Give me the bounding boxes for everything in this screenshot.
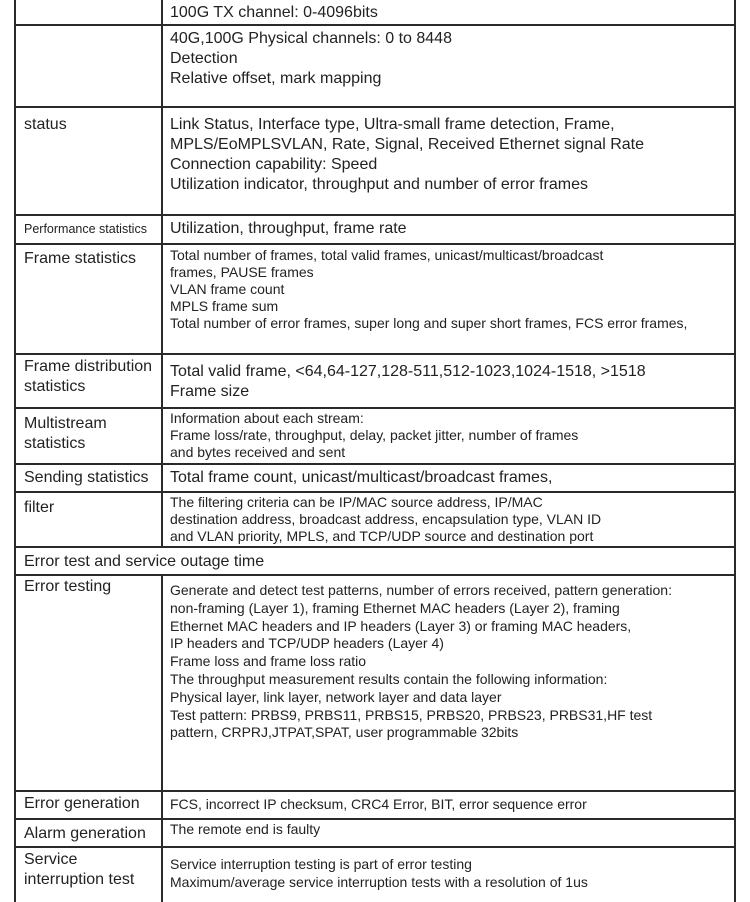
label-line: statistics	[24, 435, 86, 452]
value-line: non-framing (Layer 1), framing Ethernet MAC headers (Layer 2), framing	[170, 599, 620, 616]
label-line: interruption test	[24, 871, 135, 888]
row-label: Frame statistics	[24, 250, 137, 267]
row-label	[24, 357, 152, 397]
value-line: FCS, incorrect IP checksum, CRC4 Error, BIT, error sequence error	[170, 796, 587, 812]
value-line: MPLS/EoMPLSVLAN, Rate, Signal, Received Ethernet signal Rate	[170, 136, 645, 153]
label-line: Multistream	[24, 415, 107, 432]
row-label: Sending statistics	[24, 469, 149, 486]
value-line: Frame loss and frame loss ratio	[170, 653, 367, 670]
value-line: Frame loss/rate, throughput, delay, packet jitter, number of frames	[170, 427, 579, 443]
value-line: Total number of frames, total valid frames, unicast/multicast/broadcast	[170, 247, 604, 263]
row-label: filter	[24, 499, 55, 516]
row-divider	[14, 546, 736, 548]
column-divider	[161, 0, 163, 548]
row-label	[24, 414, 107, 454]
value-line: The filtering criteria can be IP/MAC source address, IP/MAC	[170, 494, 543, 510]
value-line: Total frame count, unicast/multicast/broadcast frames,	[170, 469, 553, 486]
row-label: status	[24, 116, 67, 133]
row-divider	[14, 353, 736, 355]
row-value	[170, 855, 588, 891]
value-line: Information about each stream:	[170, 410, 364, 426]
row-divider	[14, 407, 736, 409]
value-line: 100G TX channel: 0-4096bits	[170, 4, 378, 21]
row-divider	[14, 790, 736, 792]
row-divider	[14, 463, 736, 465]
row-value	[170, 219, 407, 239]
value-line: destination address, broadcast address, encapsulation type, VLAN ID	[170, 511, 602, 527]
row-value	[170, 821, 320, 838]
value-line: and VLAN priority, MPLS, and TCP/UDP source and destination port	[170, 528, 594, 544]
row-divider	[14, 818, 736, 820]
row-value	[170, 582, 672, 742]
row-value	[170, 247, 687, 332]
row-divider	[14, 846, 736, 848]
value-line: Utilization, throughput, frame rate	[170, 220, 407, 237]
value-line: Link Status, Interface type, Ultra-small frame detection, Frame,	[170, 116, 615, 133]
value-line: Total number of error frames, super long and super short frames, FCS error frames,	[170, 315, 688, 331]
row-label: Error generation	[24, 795, 140, 812]
row-value	[170, 494, 601, 545]
row-label: Alarm generation	[24, 825, 146, 842]
row-value	[170, 362, 646, 402]
value-line: 40G,100G Physical channels: 0 to 8448	[170, 30, 452, 47]
label-line: Frame distribution	[24, 358, 153, 375]
value-line: frames, PAUSE frames	[170, 264, 314, 280]
value-line: Physical layer, link layer, network layer and data layer	[170, 688, 502, 705]
value-line: MPLS frame sum	[170, 298, 279, 314]
row-value	[170, 468, 552, 488]
row-divider	[14, 214, 736, 216]
row-divider	[14, 243, 736, 245]
label-line: Service	[24, 851, 78, 868]
row-label	[24, 850, 134, 890]
row-value	[170, 3, 378, 23]
column-divider	[161, 574, 163, 902]
value-line: Service interruption testing is part of error testing	[170, 856, 472, 872]
value-line: Generate and detect test patterns, number of errors received, pattern generation:	[170, 582, 672, 598]
row-value	[170, 29, 452, 89]
label-line: statistics	[24, 378, 86, 395]
value-line: Test pattern: PRBS9, PRBS11, PRBS15, PRBS20, PRBS23, PRBS31,HF test	[170, 706, 653, 723]
value-line: Relative offset, mark mapping	[170, 70, 382, 87]
value-line: The throughput measurement results contain the following information:	[170, 670, 608, 687]
value-line: Ethernet MAC headers and IP headers (Layer 3) or framing MAC headers,	[170, 617, 632, 634]
value-line: Maximum/average service interruption tests with a resolution of 1us	[170, 874, 588, 890]
value-line: Total valid frame, <64,64-127,128-511,512-1023,1024-1518, >1518	[170, 363, 646, 380]
value-line: Utilization indicator, throughput and number of error frames	[170, 176, 588, 193]
value-line: pattern, CRPRJ,JTPAT,SPAT, user programmable 32bits	[170, 724, 519, 741]
row-label: Error testing	[24, 578, 112, 595]
value-line: VLAN frame count	[170, 281, 285, 297]
row-value	[170, 115, 644, 195]
value-line: IP headers and TCP/UDP headers (Layer 4)	[170, 635, 444, 652]
value-line: Connection capability: Speed	[170, 156, 378, 173]
row-value	[170, 410, 578, 461]
row-divider	[14, 24, 736, 26]
value-line: and bytes received and sent	[170, 444, 346, 460]
row-divider	[14, 491, 736, 493]
row-value	[170, 796, 587, 813]
row-divider	[14, 574, 736, 576]
value-line: Detection	[170, 50, 238, 67]
value-line: Frame size	[170, 383, 250, 400]
row-label: Performance statistics	[24, 222, 147, 236]
value-line: The remote end is faulty	[170, 821, 321, 837]
section-heading: Error test and service outage time	[24, 553, 265, 570]
row-divider	[14, 106, 736, 108]
